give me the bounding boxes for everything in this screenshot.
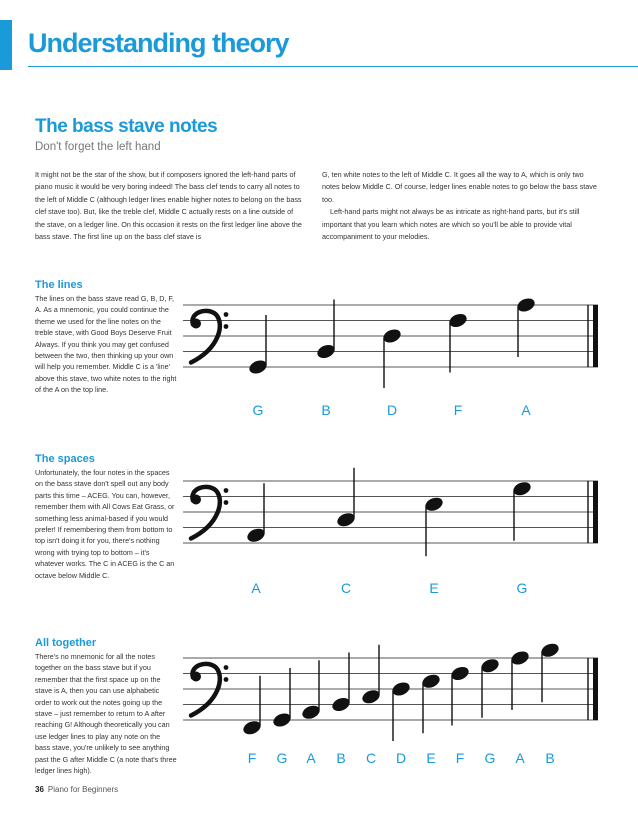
intro-paragraph-2: G, ten white notes to the left of Middle C. It goes all the way to A, which is only two notes below Middle C. Of course, ledger lines enable notes to go below the bass stave too. <box>322 170 597 204</box>
spaces-description: Unfortunately, the four notes in the spaces on the bass stave don't spell out any body parts this time – ACEG. You can, however, remember them with All Cows Eat Grass, or something less animal-based if you would prefer! If remembering them from bottom to top isn't doing it for you, there's nothing wrong with trying top to bottom – it's whatever works. The C in ACEG is the C an octave below Middle C. <box>35 468 175 580</box>
spaces-bass-clef-dot-icon <box>191 495 201 505</box>
spaces-heading: The spaces <box>35 453 95 465</box>
together-note-label: B <box>545 750 555 766</box>
spaces-note-label: A <box>251 580 261 596</box>
together-bass-clef-upper-dot-icon <box>224 665 229 670</box>
spaces-note-label: E <box>429 580 439 596</box>
spaces-bass-clef-lower-dot-icon <box>224 500 229 505</box>
together-note-label: A <box>515 750 525 766</box>
lines-bass-clef-dot-icon <box>191 319 201 329</box>
lines-note-label: F <box>453 402 463 418</box>
lines-note-label: G <box>252 402 264 418</box>
together-note-label: B <box>336 750 346 766</box>
together-note-label: G <box>484 750 496 766</box>
spaces-bass-clef-upper-dot-icon <box>224 488 229 493</box>
lines-note-label: A <box>521 402 531 418</box>
spaces-note-label: G <box>516 580 528 596</box>
together-bass-clef-dot-icon <box>191 672 201 682</box>
lines-bass-clef-upper-dot-icon <box>224 312 229 317</box>
intro-paragraph-1: It might not be the star of the show, but if composers ignored the left-hand parts of piano music it would be very boring indeed! The bass clef tends to carry all notes to the left of Middle C (although ledger lines enable higher notes to belong on the bass clef stave too). But, like the treble clef, Middle C actually rests on a line outside of the stave, on a ledger line. On this occasion it rests on the first ledger line above the bass stave. The first line up on the bass clef stave is <box>35 170 302 242</box>
spaces-note-label: C <box>340 580 352 596</box>
intro-paragraph-3: Left-hand parts might not always be as intricate as right-hand parts, but it's still important that you learn which notes are which so you'll be able to provide vital accompaniment to your melodies. <box>322 207 580 242</box>
page-footer <box>35 785 118 794</box>
together-heading: All together <box>35 637 97 649</box>
together-bass-clef-lower-dot-icon <box>224 677 229 682</box>
page-title: Understanding theory <box>28 28 289 58</box>
lines-note-label: D <box>386 402 398 418</box>
together-note-label: G <box>276 750 288 766</box>
lines-note-label: B <box>321 402 331 418</box>
publication-name: Piano for Beginners <box>47 785 119 794</box>
together-description: There's no mnemonic for all the notes together on the bass stave but if you remember that the first space up on the stave is A, then you can use alphabetic order to work out the notes going up the stave – just remember to return to A after reaching G! Although theoretically you can use ledger lines to play any note on the bass stave, you're unlikely to see anything past the G after Middle C (a note that's three ledger lines high). <box>35 652 177 776</box>
together-note-label: A <box>306 750 316 766</box>
lines-bass-clef-lower-dot-icon <box>224 324 229 329</box>
lines-description: The lines on the bass stave read G, B, D, F, A. As a mnemonic, you could continue the theme we used for the line notes on the treble stave, with Good Boys Deserve Fruit Always. If you think you may get confused between the two, then thinking up your own will help you remember. Middle C is a 'line' above this stave, two white notes to the right of the A on the top line. <box>35 294 177 395</box>
page-number: 36 <box>35 785 44 794</box>
section-subtitle: Don't forget the left hand <box>35 141 161 153</box>
together-note-label: C <box>365 750 377 766</box>
together-note-label: E <box>426 750 436 766</box>
together-note-label: F <box>247 750 257 766</box>
together-note-label: D <box>395 750 407 766</box>
lines-final-barline <box>593 305 598 367</box>
together-note-label: F <box>455 750 465 766</box>
lines-heading: The lines <box>35 279 83 291</box>
spaces-final-barline <box>593 481 598 543</box>
section-title: The bass stave notes <box>35 116 218 137</box>
together-final-barline <box>593 658 598 720</box>
